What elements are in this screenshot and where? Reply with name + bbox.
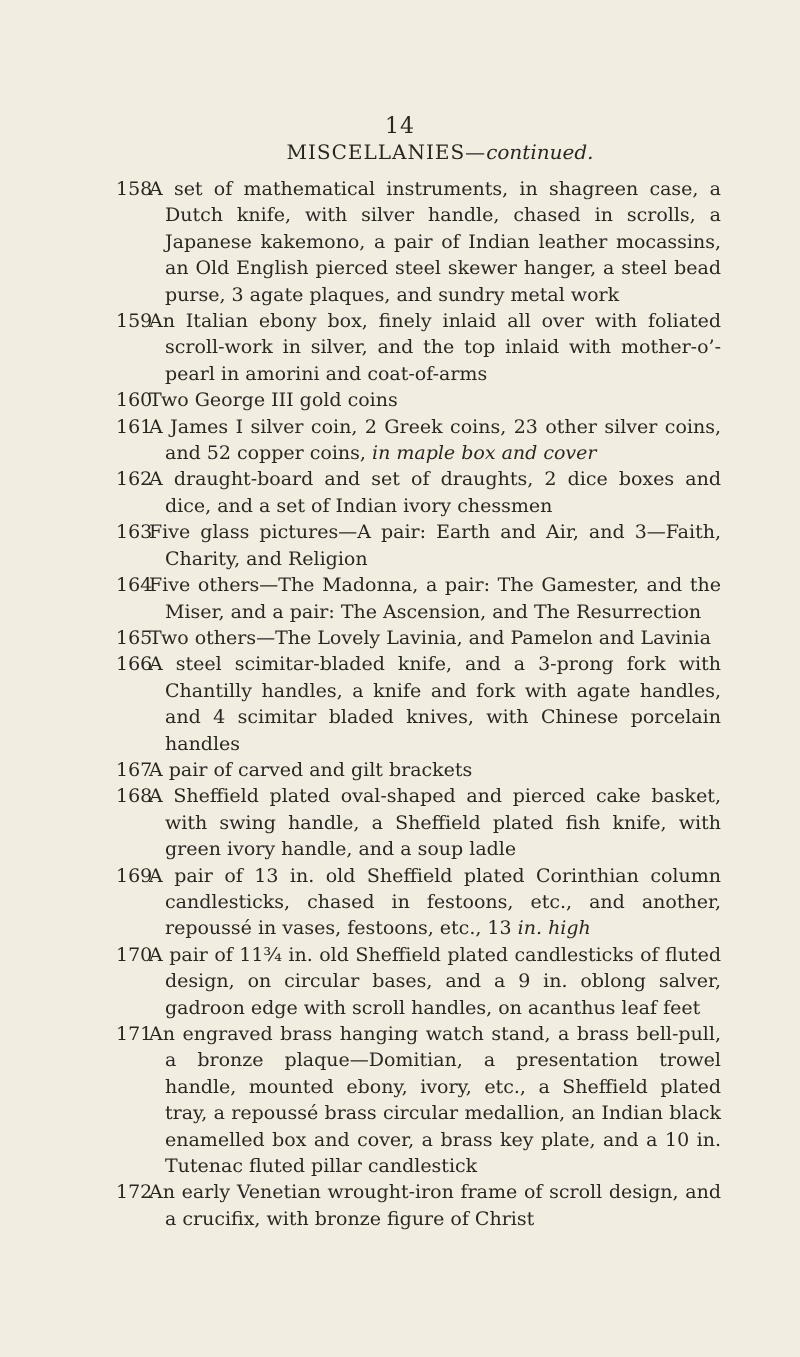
lot-description-main: A pair of 13 in. old Sheffield plated Corinthian column candlesticks, chased in festoons, etc., and another, repoussé in vases, festoons, etc., 13 [149,864,721,940]
lot-number: 168 [116,785,153,808]
lot-159 [0,308,721,387]
lot-description: An engraved brass hanging watch stand, a brass bell-pull, a bronze plaque—Domitian, a presentation trowel handle, mounted ebony, ivory, etc., a Sheffield plated tray, a repoussé brass circular medallion, an Indian black enamelled box and cover, a brass key plate, and a 10 in. Tutenac fluted pillar candlestick [149,1023,721,1178]
lot-description: Two George III gold coins [149,389,398,412]
lot-164 [0,572,721,625]
lot-170 [0,942,721,1021]
lot-description-main: A James I silver coin, 2 Greek coins, 23 other silver coins, and 52 copper coins, [149,415,721,465]
lot-number: 164 [116,574,153,597]
lot-description: A set of mathematical instruments, in shagreen case, a Dutch knife, with silver handle, chased in scrolls, a Japanese kakemono, a pair of Indian leather mocassins, an Old English pierced steel skewer hanger, a steel bead purse, 3 agate plaques, and sundry metal work [149,178,721,306]
lot-description [149,863,721,942]
lot-description: A pair of 11¾ in. old Sheffield plated candlesticks of fluted design, on circular bases, and a 9 in. oblong salver, gadroon edge with scroll handles, on acanthus leaf feet [149,943,721,1019]
lot-number: 163 [116,521,153,544]
lot-171 [0,1021,721,1179]
lot-description: A steel scimitar-bladed knife, and a 3-prong fork with Chantilly handles, a knife and fork with agate handles, and 4 scimitar bladed knives, with Chinese porcelain handles [149,653,721,755]
lot-description: Five glass pictures—A pair: Earth and Air, and 3—Faith, Charity, and Religion [149,521,721,570]
lot-description: Two others—The Lovely Lavinia, and Pamelon and Lavinia [149,626,711,649]
lot-167 [0,757,721,783]
lot-162 [0,466,721,519]
section-continued: continued. [486,140,594,164]
lot-163 [0,519,721,572]
lot-number: 160 [116,389,153,412]
lot-number: 169 [116,864,153,887]
lot-description-italic: in maple box and cover [372,442,597,465]
lot-list [0,176,800,1232]
section-title: MISCELLANIES— [286,140,487,164]
lot-description: A draught-board and set of draughts, 2 dice boxes and dice, and a set of Indian ivory chessmen [149,468,721,517]
lot-description [149,414,721,467]
lot-number: 171 [116,1023,153,1045]
lot-161 [0,414,721,467]
lot-number: 167 [116,758,153,781]
lot-number: 159 [116,310,153,333]
lot-description: Five others—The Madonna, a pair: The Gamester, and the Miser, and a pair: The Ascension, and The Resurrection [149,574,721,623]
lot-description: A Sheffield plated oval-shaped and pierced cake basket, with swing handle, a Sheffield plated fish knife, with green ivory handle, and a soup ladle [149,785,721,861]
lot-number: 172 [116,1181,153,1204]
lot-172 [0,1179,721,1232]
page-number: 14 [385,114,415,139]
lot-description: A pair of carved and gilt brackets [149,758,473,781]
lot-description-italic: in. high [517,917,591,940]
lot-description: An Italian ebony box, finely inlaid all over with foliated scroll-work in silver, and the top inlaid with mother-o’-pearl in amorini and coat-of-arms [149,310,721,385]
lot-158 [0,176,721,308]
lot-169 [0,863,721,942]
section-heading [140,140,740,164]
lot-number: 161 [116,415,153,438]
lot-number: 162 [116,468,153,491]
lot-160 [0,387,721,413]
lot-166 [0,651,721,757]
lot-number: 166 [116,653,153,676]
lot-number: 165 [116,626,153,649]
lot-number: 158 [116,178,153,200]
lot-165 [0,625,721,651]
lot-description: An early Venetian wrought-iron frame of scroll design, and a crucifix, with bronze figure of Christ [149,1181,721,1230]
lot-number: 170 [116,943,153,966]
lot-168 [0,783,721,862]
